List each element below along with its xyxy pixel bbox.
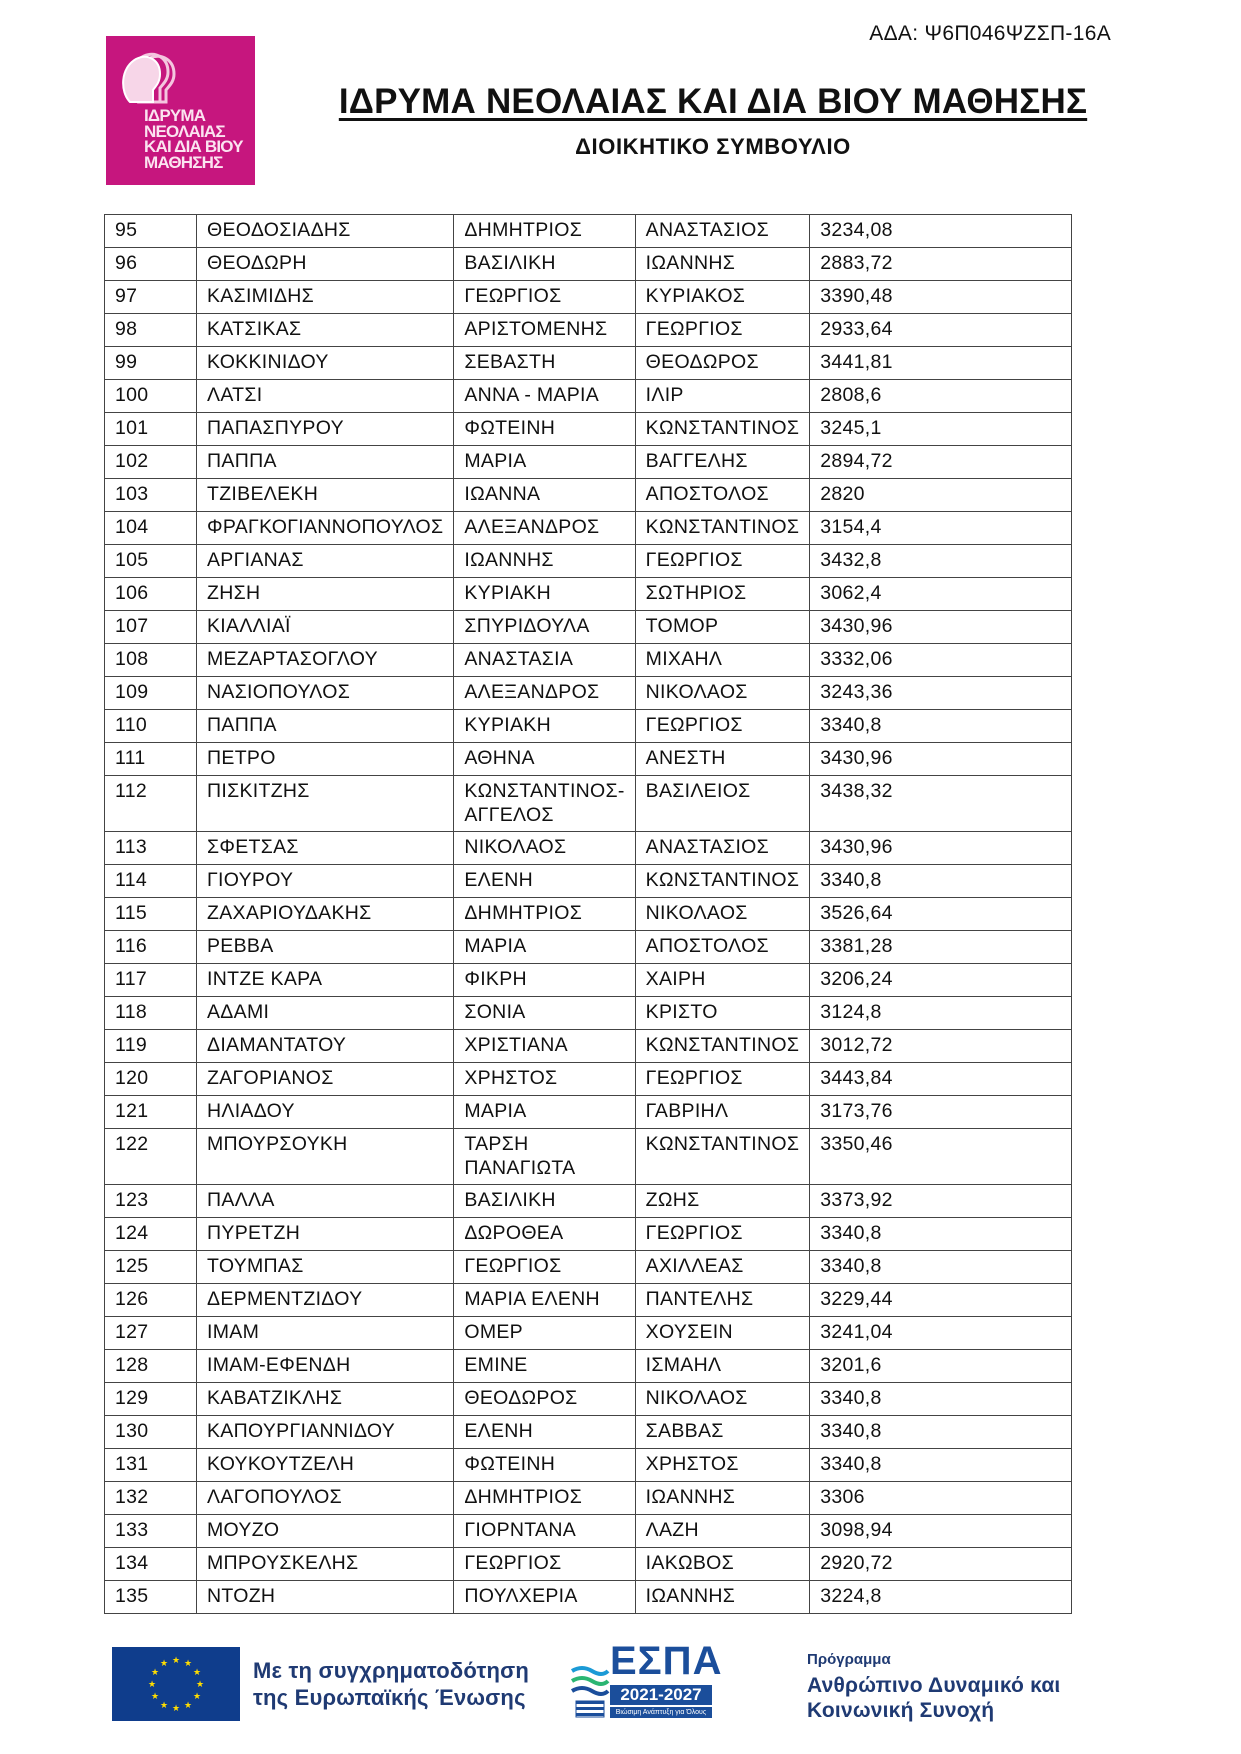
row-number-cell: 103 bbox=[105, 479, 197, 512]
row-number-cell: 102 bbox=[105, 446, 197, 479]
surname-cell: ΜΠΟΥΡΣΟΥΚΗ bbox=[197, 1129, 454, 1185]
row-number-cell: 101 bbox=[105, 413, 197, 446]
svg-text:★: ★ bbox=[150, 1692, 160, 1702]
table-row bbox=[105, 347, 1072, 380]
amount-cell: 3229,44 bbox=[810, 1284, 1072, 1317]
father-name-cell: ΑΝΑΣΤΑΣΙΟΣ bbox=[635, 215, 810, 248]
row-number-cell: 109 bbox=[105, 677, 197, 710]
surname-cell: ΘΕΟΔΩΡΗ bbox=[197, 248, 454, 281]
row-number-cell: 113 bbox=[105, 832, 197, 865]
father-name-cell: ΚΩΝΣΤΑΝΤΙΝΟΣ bbox=[635, 865, 810, 898]
first-name-cell: ΠΟΥΛΧΕΡΙΑ bbox=[454, 1581, 635, 1614]
svg-text:★: ★ bbox=[171, 1656, 181, 1666]
row-number-cell: 108 bbox=[105, 644, 197, 677]
table-row bbox=[105, 1548, 1072, 1581]
father-name-cell: ΙΑΚΩΒΟΣ bbox=[635, 1548, 810, 1581]
first-name-cell: ΑΝΑΣΤΑΣΙΑ bbox=[454, 644, 635, 677]
surname-cell: ΠΑΠΠΑ bbox=[197, 446, 454, 479]
surname-cell: ΔΕΡΜΕΝΤΖΙΔΟΥ bbox=[197, 1284, 454, 1317]
table-row bbox=[105, 677, 1072, 710]
row-number-cell: 132 bbox=[105, 1482, 197, 1515]
amount-cell: 3350,46 bbox=[810, 1129, 1072, 1185]
table-row bbox=[105, 1129, 1072, 1185]
father-name-cell: ΝΙΚΟΛΑΟΣ bbox=[635, 677, 810, 710]
first-name-cell: ΣΟΝΙΑ bbox=[454, 997, 635, 1030]
amount-cell: 3443,84 bbox=[810, 1063, 1072, 1096]
surname-cell: ΦΡΑΓΚΟΓΙΑΝΝΟΠΟΥΛΟΣ bbox=[197, 512, 454, 545]
row-number-cell: 116 bbox=[105, 931, 197, 964]
table-row bbox=[105, 898, 1072, 931]
first-name-cell: ΣΕΒΑΣΤΗ bbox=[454, 347, 635, 380]
amount-cell: 3381,28 bbox=[810, 931, 1072, 964]
amount-cell: 3430,96 bbox=[810, 611, 1072, 644]
surname-cell: ΝΤΟΖΗ bbox=[197, 1581, 454, 1614]
surname-cell: ΣΦΕΤΣΑΣ bbox=[197, 832, 454, 865]
surname-cell: ΙΜΑΜ bbox=[197, 1317, 454, 1350]
first-name-cell: ΑΛΕΞΑΝΔΡΟΣ bbox=[454, 512, 635, 545]
surname-cell: ΜΕΖΑΡΤΑΣΟΓΛΟΥ bbox=[197, 644, 454, 677]
amount-cell: 3245,1 bbox=[810, 413, 1072, 446]
surname-cell: ΔΙΑΜΑΝΤΑΤΟΥ bbox=[197, 1030, 454, 1063]
first-name-cell: ΑΘΗΝΑ bbox=[454, 743, 635, 776]
table-row bbox=[105, 1251, 1072, 1284]
row-number-cell: 121 bbox=[105, 1096, 197, 1129]
surname-cell: ΠΑΠΠΑ bbox=[197, 710, 454, 743]
amount-cell: 3340,8 bbox=[810, 1383, 1072, 1416]
first-name-cell: ΔΗΜΗΤΡΙΟΣ bbox=[454, 215, 635, 248]
first-name-cell: ΧΡΗΣΤΟΣ bbox=[454, 1063, 635, 1096]
row-number-cell: 124 bbox=[105, 1218, 197, 1251]
surname-cell: ΓΙΟΥΡΟΥ bbox=[197, 865, 454, 898]
father-name-cell: ΚΩΝΣΤΑΝΤΙΝΟΣ bbox=[635, 1129, 810, 1185]
first-name-cell: ΚΥΡΙΑΚΗ bbox=[454, 578, 635, 611]
row-number-cell: 135 bbox=[105, 1581, 197, 1614]
row-number-cell: 100 bbox=[105, 380, 197, 413]
table-row bbox=[105, 1383, 1072, 1416]
amount-cell: 3173,76 bbox=[810, 1096, 1072, 1129]
first-name-cell: ΔΗΜΗΤΡΙΟΣ bbox=[454, 898, 635, 931]
eu-stars-icon bbox=[112, 1647, 240, 1721]
row-number-cell: 115 bbox=[105, 898, 197, 931]
row-number-cell: 96 bbox=[105, 248, 197, 281]
first-name-cell: ΓΕΩΡΓΙΟΣ bbox=[454, 281, 635, 314]
table-row bbox=[105, 1482, 1072, 1515]
table-row bbox=[105, 578, 1072, 611]
row-number-cell: 97 bbox=[105, 281, 197, 314]
row-number-cell: 99 bbox=[105, 347, 197, 380]
amount-cell: 3124,8 bbox=[810, 997, 1072, 1030]
first-name-cell: ΝΙΚΟΛΑΟΣ bbox=[454, 832, 635, 865]
svg-text:★: ★ bbox=[183, 1659, 193, 1669]
first-name-cell: ΑΛΕΞΑΝΔΡΟΣ bbox=[454, 677, 635, 710]
row-number-cell: 126 bbox=[105, 1284, 197, 1317]
amount-cell: 3062,4 bbox=[810, 578, 1072, 611]
surname-cell: ΜΠΡΟΥΣΚΕΛΗΣ bbox=[197, 1548, 454, 1581]
first-name-cell: ΚΥΡΙΑΚΗ bbox=[454, 710, 635, 743]
row-number-cell: 134 bbox=[105, 1548, 197, 1581]
amount-cell: 2920,72 bbox=[810, 1548, 1072, 1581]
amount-cell: 2933,64 bbox=[810, 314, 1072, 347]
row-number-cell: 128 bbox=[105, 1350, 197, 1383]
row-number-cell: 104 bbox=[105, 512, 197, 545]
amount-cell: 3306 bbox=[810, 1482, 1072, 1515]
surname-cell: ΚΑΠΟΥΡΓΙΑΝΝΙΔΟΥ bbox=[197, 1416, 454, 1449]
father-name-cell: ΑΠΟΣΤΟΛΟΣ bbox=[635, 479, 810, 512]
first-name-cell: ΜΑΡΙΑ bbox=[454, 1096, 635, 1129]
row-number-cell: 105 bbox=[105, 545, 197, 578]
amount-cell: 3206,24 bbox=[810, 964, 1072, 997]
surname-cell: ΚΟΚΚΙΝΙΔΟΥ bbox=[197, 347, 454, 380]
first-name-cell: ΔΩΡΟΘΕΑ bbox=[454, 1218, 635, 1251]
row-number-cell: 129 bbox=[105, 1383, 197, 1416]
table-row bbox=[105, 1284, 1072, 1317]
first-name-cell: ΓΕΩΡΓΙΟΣ bbox=[454, 1251, 635, 1284]
father-name-cell: ΑΝΑΣΤΑΣΙΟΣ bbox=[635, 832, 810, 865]
surname-cell: ΚΑΤΣΙΚΑΣ bbox=[197, 314, 454, 347]
table-row bbox=[105, 1317, 1072, 1350]
first-name-cell: ΜΑΡΙΑ bbox=[454, 446, 635, 479]
amount-cell: 3098,94 bbox=[810, 1515, 1072, 1548]
first-name-cell: ΓΕΩΡΓΙΟΣ bbox=[454, 1548, 635, 1581]
father-name-cell: ΓΕΩΡΓΙΟΣ bbox=[635, 545, 810, 578]
first-name-cell: ΣΠΥΡΙΔΟΥΛΑ bbox=[454, 611, 635, 644]
row-number-cell: 114 bbox=[105, 865, 197, 898]
first-name-cell: ΟΜΕΡ bbox=[454, 1317, 635, 1350]
first-name-cell: ΧΡΙΣΤΙΑΝΑ bbox=[454, 1030, 635, 1063]
amount-cell: 3224,8 bbox=[810, 1581, 1072, 1614]
row-number-cell: 119 bbox=[105, 1030, 197, 1063]
row-number-cell: 112 bbox=[105, 776, 197, 832]
father-name-cell: ΓΕΩΡΓΙΟΣ bbox=[635, 710, 810, 743]
row-number-cell: 118 bbox=[105, 997, 197, 1030]
father-name-cell: ΒΑΣΙΛΕΙΟΣ bbox=[635, 776, 810, 832]
espa-wordmark: ΕΣΠΑ bbox=[610, 1639, 723, 1683]
amount-cell: 3430,96 bbox=[810, 743, 1072, 776]
amount-cell: 3241,04 bbox=[810, 1317, 1072, 1350]
father-name-cell: ΛΑΖΗ bbox=[635, 1515, 810, 1548]
surname-cell: ΠΕΤΡΟ bbox=[197, 743, 454, 776]
beneficiaries-table bbox=[104, 214, 1072, 1614]
father-name-cell: ΙΩΑΝΝΗΣ bbox=[635, 1581, 810, 1614]
surname-cell: ΖΑΧΑΡΙΟΥΔΑΚΗΣ bbox=[197, 898, 454, 931]
surname-cell: ΠΑΠΑΣΠΥΡΟΥ bbox=[197, 413, 454, 446]
espa-logo bbox=[570, 1639, 723, 1723]
table-row bbox=[105, 446, 1072, 479]
father-name-cell: ΘΕΟΔΩΡΟΣ bbox=[635, 347, 810, 380]
table-row bbox=[105, 1515, 1072, 1548]
svg-text:★: ★ bbox=[171, 1704, 181, 1714]
amount-cell: 3390,48 bbox=[810, 281, 1072, 314]
surname-cell: ΚΑΣΙΜΙΔΗΣ bbox=[197, 281, 454, 314]
first-name-cell: ΘΕΟΔΩΡΟΣ bbox=[454, 1383, 635, 1416]
svg-text:★: ★ bbox=[147, 1680, 157, 1690]
father-name-cell: ΑΝΕΣΤΗ bbox=[635, 743, 810, 776]
amount-cell: 3340,8 bbox=[810, 1218, 1072, 1251]
amount-cell: 2883,72 bbox=[810, 248, 1072, 281]
table-row bbox=[105, 931, 1072, 964]
amount-cell: 3441,81 bbox=[810, 347, 1072, 380]
surname-cell: ΚΟΥΚΟΥΤΖΕΛΗ bbox=[197, 1449, 454, 1482]
svg-text:★: ★ bbox=[183, 1701, 193, 1711]
svg-text:★: ★ bbox=[159, 1659, 169, 1669]
table-row bbox=[105, 1218, 1072, 1251]
father-name-cell: ΑΠΟΣΤΟΛΟΣ bbox=[635, 931, 810, 964]
father-name-cell: ΝΙΚΟΛΑΟΣ bbox=[635, 1383, 810, 1416]
row-number-cell: 120 bbox=[105, 1063, 197, 1096]
row-number-cell: 130 bbox=[105, 1416, 197, 1449]
table-row bbox=[105, 1185, 1072, 1218]
surname-cell: ΚΙΑΛΛΙΑΪ bbox=[197, 611, 454, 644]
svg-text:★: ★ bbox=[192, 1692, 202, 1702]
svg-text:★: ★ bbox=[159, 1701, 169, 1711]
program-name: Ανθρώπινο Δυναμικό και Κοινωνική Συνοχή bbox=[807, 1674, 1061, 1722]
amount-cell: 3154,4 bbox=[810, 512, 1072, 545]
organization-title: ΙΔΡΥΜΑ ΝΕΟΛΑΙΑΣ ΚΑΙ ΔΙΑ ΒΙΟΥ ΜΑΘΗΣΗΣ bbox=[338, 82, 1088, 121]
amount-cell: 3340,8 bbox=[810, 1251, 1072, 1284]
table-row bbox=[105, 479, 1072, 512]
table-row bbox=[105, 413, 1072, 446]
program-label: Πρόγραμμα bbox=[807, 1651, 891, 1668]
father-name-cell: ΧΑΙΡΗ bbox=[635, 964, 810, 997]
table-row bbox=[105, 1581, 1072, 1614]
first-name-cell: ΙΩΑΝΝΗΣ bbox=[454, 545, 635, 578]
espa-waves-icon bbox=[570, 1643, 610, 1723]
svg-text:★: ★ bbox=[192, 1668, 202, 1678]
profile-heads-icon bbox=[116, 42, 186, 112]
father-name-cell: ΖΩΗΣ bbox=[635, 1185, 810, 1218]
father-name-cell: ΜΙΧΑΗΛ bbox=[635, 644, 810, 677]
amount-cell: 3340,8 bbox=[810, 1449, 1072, 1482]
ada-code: ΑΔΑ: Ψ6Π046ΨΖΣΠ-16Α bbox=[869, 22, 1111, 45]
table-row bbox=[105, 545, 1072, 578]
first-name-cell: ΙΩΑΝΝΑ bbox=[454, 479, 635, 512]
first-name-cell: ΜΑΡΙΑ bbox=[454, 931, 635, 964]
first-name-cell: ΔΗΜΗΤΡΙΟΣ bbox=[454, 1482, 635, 1515]
board-subtitle: ΔΙΟΙΚΗΤΙΚΟ ΣΥΜΒΟΥΛΙΟ bbox=[575, 134, 851, 159]
first-name-cell: ΕΛΕΝΗ bbox=[454, 1416, 635, 1449]
first-name-cell: ΕΛΕΝΗ bbox=[454, 865, 635, 898]
surname-cell: ΤΟΥΜΠΑΣ bbox=[197, 1251, 454, 1284]
father-name-cell: ΓΕΩΡΓΙΟΣ bbox=[635, 314, 810, 347]
row-number-cell: 122 bbox=[105, 1129, 197, 1185]
table-row bbox=[105, 512, 1072, 545]
table-row bbox=[105, 1350, 1072, 1383]
table-row bbox=[105, 1030, 1072, 1063]
father-name-cell: ΑΧΙΛΛΕΑΣ bbox=[635, 1251, 810, 1284]
row-number-cell: 125 bbox=[105, 1251, 197, 1284]
first-name-cell: ΦΩΤΕΙΝΗ bbox=[454, 1449, 635, 1482]
amount-cell: 3438,32 bbox=[810, 776, 1072, 832]
eu-flag bbox=[112, 1647, 240, 1721]
amount-cell: 3340,8 bbox=[810, 710, 1072, 743]
table-row bbox=[105, 248, 1072, 281]
table-row bbox=[105, 314, 1072, 347]
first-name-cell: ΜΑΡΙΑ ΕΛΕΝΗ bbox=[454, 1284, 635, 1317]
surname-cell: ΠΙΣΚΙΤΖΗΣ bbox=[197, 776, 454, 832]
svg-text:★: ★ bbox=[195, 1680, 205, 1690]
espa-period: 2021-2027 bbox=[610, 1685, 712, 1705]
father-name-cell: ΓΕΩΡΓΙΟΣ bbox=[635, 1218, 810, 1251]
surname-cell: ΙΝΤΖΕ ΚΑΡΑ bbox=[197, 964, 454, 997]
logo-text: ΙΔΡΥΜΑ ΝΕΟΛΑΙΑΣ ΚΑΙ ΔΙΑ ΒΙΟΥ ΜΑΘΗΣΗΣ bbox=[144, 106, 243, 172]
row-number-cell: 95 bbox=[105, 215, 197, 248]
first-name-cell: ΒΑΣΙΛΙΚΗ bbox=[454, 248, 635, 281]
row-number-cell: 133 bbox=[105, 1515, 197, 1548]
table-row bbox=[105, 776, 1072, 832]
table-row bbox=[105, 743, 1072, 776]
father-name-cell: ΙΩΑΝΝΗΣ bbox=[635, 1482, 810, 1515]
row-number-cell: 117 bbox=[105, 964, 197, 997]
surname-cell: ΑΔΑΜΙ bbox=[197, 997, 454, 1030]
row-number-cell: 106 bbox=[105, 578, 197, 611]
surname-cell: ΝΑΣΙΟΠΟΥΛΟΣ bbox=[197, 677, 454, 710]
amount-cell: 3526,64 bbox=[810, 898, 1072, 931]
cofunding-footer bbox=[0, 1635, 1241, 1725]
surname-cell: ΑΡΓΙΑΝΑΣ bbox=[197, 545, 454, 578]
surname-cell: ΡΕΒΒΑ bbox=[197, 931, 454, 964]
father-name-cell: ΙΩΑΝΝΗΣ bbox=[635, 248, 810, 281]
surname-cell: ΤΖΙΒΕΛΕΚΗ bbox=[197, 479, 454, 512]
table-row bbox=[105, 644, 1072, 677]
table-row bbox=[105, 1063, 1072, 1096]
table-row bbox=[105, 281, 1072, 314]
amount-cell: 3012,72 bbox=[810, 1030, 1072, 1063]
father-name-cell: ΙΛΙΡ bbox=[635, 380, 810, 413]
first-name-cell: ΤΑΡΣΗ ΠΑΝΑΓΙΩΤΑ bbox=[454, 1129, 635, 1185]
row-number-cell: 127 bbox=[105, 1317, 197, 1350]
surname-cell: ΙΜΑΜ-ΕΦΕΝΔΗ bbox=[197, 1350, 454, 1383]
first-name-cell: ΑΡΙΣΤΟΜΕΝΗΣ bbox=[454, 314, 635, 347]
father-name-cell: ΧΟΥΣΕΙΝ bbox=[635, 1317, 810, 1350]
father-name-cell: ΚΩΝΣΤΑΝΤΙΝΟΣ bbox=[635, 1030, 810, 1063]
amount-cell: 3340,8 bbox=[810, 1416, 1072, 1449]
father-name-cell: ΓΕΩΡΓΙΟΣ bbox=[635, 1063, 810, 1096]
surname-cell: ΜΟΥΖΟ bbox=[197, 1515, 454, 1548]
amount-cell: 3432,8 bbox=[810, 545, 1072, 578]
first-name-cell: ΦΙΚΡΗ bbox=[454, 964, 635, 997]
first-name-cell: ΑΝΝΑ - ΜΑΡΙΑ bbox=[454, 380, 635, 413]
eu-cofunding-text: Με τη συγχρηματοδότηση της Ευρωπαϊκής Ένωσης bbox=[253, 1658, 529, 1710]
first-name-cell: ΕΜΙΝΕ bbox=[454, 1350, 635, 1383]
table-row bbox=[105, 380, 1072, 413]
table-row bbox=[105, 611, 1072, 644]
first-name-cell: ΒΑΣΙΛΙΚΗ bbox=[454, 1185, 635, 1218]
surname-cell: ΠΑΛΛΑ bbox=[197, 1185, 454, 1218]
espa-tagline: Βιώσιμη Ανάπτυξη για Όλους bbox=[610, 1707, 712, 1718]
father-name-cell: ΧΡΗΣΤΟΣ bbox=[635, 1449, 810, 1482]
surname-cell: ΛΑΤΣΙ bbox=[197, 380, 454, 413]
surname-cell: ΗΛΙΑΔΟΥ bbox=[197, 1096, 454, 1129]
row-number-cell: 131 bbox=[105, 1449, 197, 1482]
first-name-cell: ΓΙΟΡΝΤΑΝΑ bbox=[454, 1515, 635, 1548]
table-row bbox=[105, 215, 1072, 248]
row-number-cell: 123 bbox=[105, 1185, 197, 1218]
father-name-cell: ΝΙΚΟΛΑΟΣ bbox=[635, 898, 810, 931]
surname-cell: ΛΑΓΟΠΟΥΛΟΣ bbox=[197, 1482, 454, 1515]
father-name-cell: ΒΑΓΓΕΛΗΣ bbox=[635, 446, 810, 479]
table-row bbox=[105, 997, 1072, 1030]
father-name-cell: ΙΣΜΑΗΛ bbox=[635, 1350, 810, 1383]
father-name-cell: ΤΟΜΟΡ bbox=[635, 611, 810, 644]
amount-cell: 2894,72 bbox=[810, 446, 1072, 479]
amount-cell: 3373,92 bbox=[810, 1185, 1072, 1218]
surname-cell: ΘΕΟΔΟΣΙΑΔΗΣ bbox=[197, 215, 454, 248]
amount-cell: 2808,6 bbox=[810, 380, 1072, 413]
row-number-cell: 107 bbox=[105, 611, 197, 644]
surname-cell: ΖΑΓΟΡΙΑΝΟΣ bbox=[197, 1063, 454, 1096]
amount-cell: 3201,6 bbox=[810, 1350, 1072, 1383]
row-number-cell: 111 bbox=[105, 743, 197, 776]
amount-cell: 3332,06 bbox=[810, 644, 1072, 677]
amount-cell: 3243,36 bbox=[810, 677, 1072, 710]
first-name-cell: ΦΩΤΕΙΝΗ bbox=[454, 413, 635, 446]
father-name-cell: ΚΥΡΙΑΚΟΣ bbox=[635, 281, 810, 314]
father-name-cell: ΣΑΒΒΑΣ bbox=[635, 1416, 810, 1449]
father-name-cell: ΚΡΙΣΤΟ bbox=[635, 997, 810, 1030]
table-row bbox=[105, 1416, 1072, 1449]
table-row bbox=[105, 964, 1072, 997]
father-name-cell: ΠΑΝΤΕΛΗΣ bbox=[635, 1284, 810, 1317]
foundation-logo bbox=[106, 36, 255, 185]
amount-cell: 2820 bbox=[810, 479, 1072, 512]
table-row bbox=[105, 832, 1072, 865]
table-row bbox=[105, 865, 1072, 898]
amount-cell: 3340,8 bbox=[810, 865, 1072, 898]
amount-cell: 3234,08 bbox=[810, 215, 1072, 248]
table-row bbox=[105, 710, 1072, 743]
first-name-cell: ΚΩΝΣΤΑΝΤΙΝΟΣ-ΑΓΓΕΛΟΣ bbox=[454, 776, 635, 832]
surname-cell: ΠΥΡΕΤΖΗ bbox=[197, 1218, 454, 1251]
surname-cell: ΖΗΣΗ bbox=[197, 578, 454, 611]
table-row bbox=[105, 1096, 1072, 1129]
surname-cell: ΚΑΒΑΤΖΙΚΛΗΣ bbox=[197, 1383, 454, 1416]
father-name-cell: ΓΑΒΡΙΗΛ bbox=[635, 1096, 810, 1129]
father-name-cell: ΣΩΤΗΡΙΟΣ bbox=[635, 578, 810, 611]
row-number-cell: 98 bbox=[105, 314, 197, 347]
svg-text:★: ★ bbox=[150, 1668, 160, 1678]
row-number-cell: 110 bbox=[105, 710, 197, 743]
table-row bbox=[105, 1449, 1072, 1482]
amount-cell: 3430,96 bbox=[810, 832, 1072, 865]
father-name-cell: ΚΩΝΣΤΑΝΤΙΝΟΣ bbox=[635, 413, 810, 446]
father-name-cell: ΚΩΝΣΤΑΝΤΙΝΟΣ bbox=[635, 512, 810, 545]
